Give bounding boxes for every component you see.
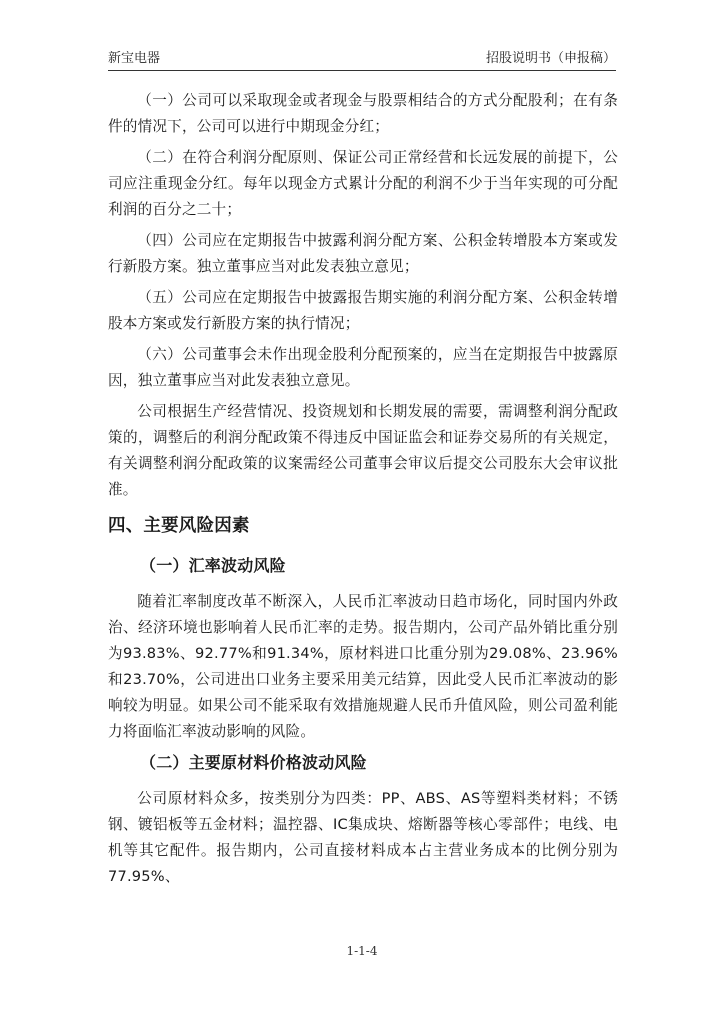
header-document-title: 招股说明书（申报稿）	[485, 51, 616, 66]
subsection-heading-raw-material: （二）主要原材料价格波动风险	[140, 753, 367, 772]
page-number: 1-1-4	[346, 944, 378, 958]
section-heading-risk-factors: 四、主要风险因素	[108, 516, 250, 536]
paragraph-dividend-form: （一）公司可以采取现金或者现金与股票相结合的方式分配股利；在有条件的情况下，公司可以进行中期现金分红；	[108, 92, 618, 135]
paragraph-disclosure-execution: （五）公司应在定期报告中披露报告期实施的利润分配方案、公积金转增股本方案或发行新股方案的执行情况；	[108, 289, 618, 332]
paragraph-cash-dividend: （二）在符合利润分配原则、保证公司正常经营和长远发展的前提下，公司应注重现金分红。每年以现金方式累计分配的利润不少于当年实现的可分配利润的百分之二十；	[108, 149, 618, 218]
paragraph-disclosure-plan: （四）公司应在定期报告中披露利润分配方案、公积金转增股本方案或发行新股方案。独立董事应当对此发表独立意见；	[108, 232, 618, 275]
page-header	[108, 44, 616, 66]
document-body	[108, 88, 618, 895]
paragraph-policy-adjustment: 公司根据生产经营情况、投资规划和长期发展的需要，需调整利润分配政策的，调整后的利润分配政策不得违反中国证监会和证券交易所的有关规定，有关调整利润分配政策的议案需经公司董事会审议后提交公司股东大会审议批准。	[108, 403, 618, 498]
paragraph-raw-material-risk: 公司原材料众多，按类别分为四类：PP、ABS、AS等塑料类材料；不锈钢、镀铝板等五金材料；温控器、IC集成块、熔断器等核心零部件；电线、电机等其它配件。报告期内，公司直接材料成本占主营业务成本的比例分别为77.95%、	[108, 790, 618, 885]
header-divider	[108, 70, 616, 71]
header-company-name: 新宝电器	[108, 51, 161, 66]
paragraph-no-cash-dividend: （六）公司董事会未作出现金股利分配预案的，应当在定期报告中披露原因，独立董事应当对此发表独立意见。	[108, 346, 618, 389]
paragraph-exchange-rate-risk: 随着汇率制度改革不断深入，人民币汇率波动日趋市场化，同时国内外政治、经济环境也影响着人民币汇率的走势。报告期内，公司产品外销比重分别为93.83%、92.77%和91.34%，原材料进口比重分别为29.08%、23.96%和23.70%，公司进出口业务主要采用美元结算，因此受人民币汇率波动的影响较为明显。如果公司不能采取有效措施规避人民币升值风险，则公司盈利能力将面临汇率波动影响的风险。	[108, 593, 618, 740]
subsection-heading-exchange-rate: （一）汇率波动风险	[140, 556, 286, 575]
